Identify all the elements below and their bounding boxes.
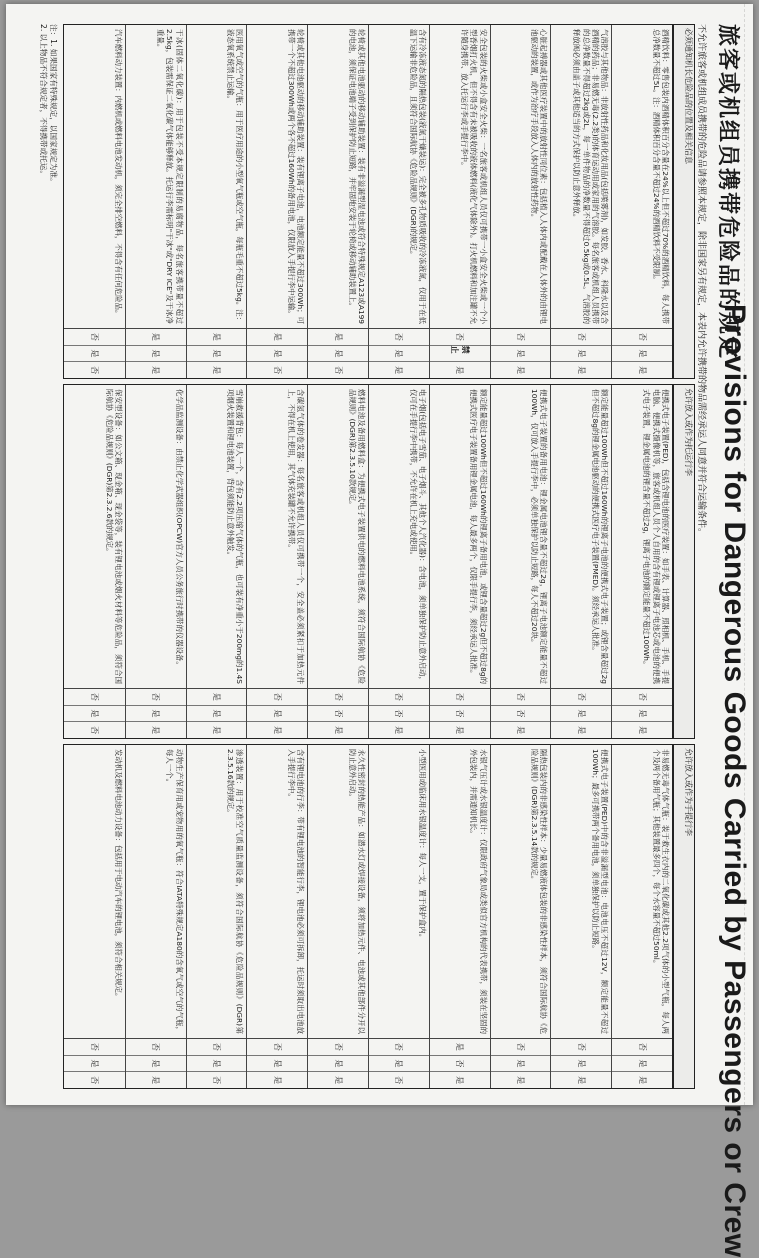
mark-cell: 是 bbox=[187, 345, 247, 362]
mark-cell: 否 bbox=[516, 332, 526, 341]
mark-cell: 是 bbox=[612, 705, 672, 722]
row-text: 永久性密封的热能产品：如潜水灯或焊接设备，须将加热元件、电池或其他部件分开以防止意外启动。 bbox=[347, 749, 367, 1034]
mark-cell: 是 bbox=[187, 721, 247, 738]
row-text: 小型医用或临床用水银温度计：每人一支，置于保护盒内。 bbox=[417, 749, 427, 942]
row-marks bbox=[369, 328, 429, 378]
row-marks bbox=[308, 328, 368, 378]
table-row bbox=[125, 385, 186, 738]
mark-cell: 是 bbox=[247, 345, 307, 362]
section-3 bbox=[63, 744, 673, 1089]
mark-cell: 是 bbox=[430, 1071, 490, 1088]
mark-cell: 是 bbox=[212, 332, 222, 341]
mark-cell: 是 bbox=[491, 1055, 551, 1072]
section-1 bbox=[63, 24, 673, 379]
table-row bbox=[125, 25, 186, 378]
table-row bbox=[246, 25, 307, 378]
table-row bbox=[307, 745, 368, 1088]
table-row bbox=[429, 745, 490, 1088]
mark-cell: 是 bbox=[551, 721, 611, 738]
row-text: 便携式电子装置的备用电池：锂金属电池锂含量不超过2g，锂离子电池额定能量不超过100Wh，仅可放入手提行李中，必须单独保护以防止短路，每人不超过20块。 bbox=[530, 389, 549, 684]
mark-cell: 否 bbox=[212, 1042, 222, 1051]
row-text: 额定能量超过100Wh但不超过160Wh的锂离子电池的便携式电子装置；或锂含量超过2g但不超过8g的锂金属电池驱动的便携式医疗电子装置(PMED)。须经承运人批准。 bbox=[590, 389, 610, 684]
row-marks bbox=[64, 688, 125, 738]
mark-cell: 否 bbox=[151, 692, 161, 701]
mark-cell: 是 bbox=[308, 1071, 368, 1088]
mark-cell: 是 bbox=[151, 332, 161, 341]
row-marks bbox=[430, 688, 490, 738]
row-text: 动物生产保育用或宠物用的氧气瓶：符合IATA特殊规定A180的含氧气或空气的气瓶，每人一个。 bbox=[165, 749, 184, 1034]
mark-cell: 否 bbox=[369, 705, 429, 722]
table-row bbox=[550, 385, 611, 738]
table-row bbox=[307, 25, 368, 378]
table-row bbox=[611, 25, 672, 378]
row-marks bbox=[491, 328, 551, 378]
mark-cell: 是 bbox=[247, 1071, 307, 1088]
row-marks bbox=[551, 328, 611, 378]
table-row bbox=[611, 745, 672, 1088]
mark-cell: 否 bbox=[272, 692, 282, 701]
row-text: 电子烟(包括电子雪茄、电子烟斗、其他个人汽化器)：含电池，须单独保护防止意外启动，仅可在手提行李中携带，不允许在机上充电或使用。 bbox=[408, 389, 427, 684]
row-text: 保安型设备：如公文箱、现金箱、现金袋等，装有锂电池或烟火材料等危险品，须符合国际航协《危险品规则》(DGR)第2.3.2.6款的规定。 bbox=[104, 389, 123, 684]
row-marks bbox=[430, 1038, 490, 1088]
mark-cell: 是 bbox=[126, 361, 186, 378]
mark-cell: 否 bbox=[637, 332, 647, 341]
table-row bbox=[64, 25, 125, 378]
notes bbox=[38, 24, 58, 379]
table-row bbox=[368, 25, 429, 378]
row-text: 渗透装置：用于校准空气质量监测设备，须符合国际航协《危险品规则》(DGR)第2.3.5.16款的规定。 bbox=[226, 749, 245, 1034]
row-marks bbox=[187, 328, 247, 378]
mark-cell: 否 bbox=[272, 1042, 282, 1051]
mark-cell: 否 bbox=[576, 692, 586, 701]
mark-cell: 否 bbox=[394, 692, 404, 701]
mark-cell: 是 bbox=[551, 705, 611, 722]
mark-cell: 是 bbox=[187, 705, 247, 722]
row-marks bbox=[612, 688, 672, 738]
mark-cell: 是 bbox=[212, 692, 222, 701]
row-marks bbox=[369, 1038, 429, 1088]
mark-cell: 否 bbox=[151, 1042, 161, 1051]
mark-cell: 是 bbox=[126, 1055, 186, 1072]
row-text: 非易燃无毒气体气瓶：装于救生衣内的二氧化碳或其他2.2项气体的小型气瓶，每人两个及两个备用气瓶；其他装置最多四个，每个水容量不超过50ml。 bbox=[651, 749, 670, 1034]
document-page bbox=[6, 4, 753, 1258]
mark-cell: 是 bbox=[272, 332, 282, 341]
column-header-left: 必须通知机长危险品的位置及相关信息 bbox=[673, 24, 695, 379]
row-marks bbox=[612, 328, 672, 378]
table-row bbox=[429, 25, 490, 378]
mark-cell: 是 bbox=[308, 721, 368, 738]
mark-cell: 否 bbox=[89, 692, 99, 701]
title-chinese: 旅客或机组员携带危险品的规定 bbox=[715, 24, 740, 361]
row-marks bbox=[126, 688, 186, 738]
table-row bbox=[611, 385, 672, 738]
note-1: 注：1. 如果国家有特殊规定，以国家规定为准。 bbox=[49, 24, 58, 186]
title-english: Provisions for Dangerous Goods Carried by Passengers or Crew bbox=[718, 304, 751, 1258]
mark-cell: 是 bbox=[430, 721, 490, 738]
mark-cell: 否 bbox=[333, 1042, 343, 1051]
mark-cell: 否 bbox=[576, 332, 586, 341]
row-text: 轮椅或其他电池驱动的移动辅助装置：装有锂离子电池，电池额定能量不超过300Wh；可携带一个不超过300Wh或两个各不超过160Wh的备用电池，仅限放入手提行李中运输。 bbox=[286, 29, 306, 324]
mark-cell: 是 bbox=[333, 332, 343, 341]
row-marks bbox=[247, 688, 307, 738]
mark-cell: 否 bbox=[394, 332, 404, 341]
table-row bbox=[186, 385, 247, 738]
row-marks bbox=[187, 1038, 247, 1088]
row-text: 酒精饮料：零售包装内酒精体积百分含量在24%以上但不超过70%的酒精饮料，每人携带总净数量不超过5L。注：酒精体积百分含量不超过24%的酒精饮料不受限制。 bbox=[651, 29, 670, 324]
mark-cell: 是 bbox=[64, 345, 125, 362]
mark-cell: 是 bbox=[369, 345, 429, 362]
table-row bbox=[550, 25, 611, 378]
mark-cell: 否 bbox=[308, 705, 368, 722]
row-text: 化学品监测设备：由禁止化学武器组织(OPCW)官方人员公务旅行时携带的仪器设备。 bbox=[174, 389, 184, 669]
mark-cell: 否 bbox=[455, 332, 465, 341]
mark-cell: 是 bbox=[187, 1055, 247, 1072]
mark-cell: 是 bbox=[369, 721, 429, 738]
mark-cell: 是 bbox=[126, 705, 186, 722]
mark-cell: 是 bbox=[455, 1042, 465, 1051]
mark-cell: 是 bbox=[369, 361, 429, 378]
mark-cell: 是 bbox=[126, 1071, 186, 1088]
mark-cell: 否 bbox=[308, 361, 368, 378]
table-row bbox=[368, 745, 429, 1088]
mark-cell: 否 bbox=[637, 692, 647, 701]
mark-cell: 否 bbox=[430, 1055, 490, 1072]
row-text: 医用氧气或空气的气瓶：用于医疗用途的小型氧气瓶或空气瓶，每瓶毛重不超过5kg。注：液态氧系统禁止运输。 bbox=[226, 29, 245, 324]
mark-cell: 是 bbox=[430, 361, 490, 378]
row-text: 发动机及燃料电池动力设备：包括用于电动汽车的锂电池，须符合相关规定。 bbox=[113, 749, 123, 1001]
mark-cell: 否 bbox=[64, 721, 125, 738]
table-row bbox=[490, 25, 551, 378]
row-text: 水银气压计或水银温度计：仅限政府气象局或类似官方机构的代表携带，须装在坚固的外包装内，并需通知机长。 bbox=[469, 749, 488, 1034]
mark-cell: 否 bbox=[64, 361, 125, 378]
row-text: 额定能量超过100Wh但不超过160Wh的锂离子备用电池，或锂含量超过2g但不超过8g的便携式医疗电子装置备用锂金属电池，每人最多两个，仅限手提行李，须经承运人批准。 bbox=[469, 389, 488, 684]
row-marks bbox=[551, 1038, 611, 1088]
mark-cell: 是 bbox=[551, 1055, 611, 1072]
mark-cell: 否 bbox=[187, 1071, 247, 1088]
table-row bbox=[64, 385, 125, 738]
mark-cell: 是 bbox=[126, 345, 186, 362]
mark-cell: 是 bbox=[491, 361, 551, 378]
mark-cell: 是 bbox=[612, 721, 672, 738]
mark-cell: 是 bbox=[247, 721, 307, 738]
table-row bbox=[307, 385, 368, 738]
mark-cell: 是 bbox=[64, 1055, 125, 1072]
table-row bbox=[186, 25, 247, 378]
mark-cell: 否 bbox=[430, 705, 490, 722]
mark-cell: 是 bbox=[612, 1055, 672, 1072]
row-text: 燃料电池及备用燃料盒：为便携式电子装置供电的燃料电池系统，须符合国际航协《危险品规则》(DGR)第2.3.5.10款规定。 bbox=[347, 389, 367, 684]
row-marks bbox=[612, 1038, 672, 1088]
table-row bbox=[490, 745, 551, 1088]
mark-cell: 是 bbox=[612, 361, 672, 378]
row-text: 干冰(固体二氧化碳)：用于包装不受本规定限制的易腐物品，每名旅客携带量不超过2.5kg，包装需保证二氧化碳气体能够释放。托运行李需标明"干冰"或"DRY ICE"及干冰净重量。 bbox=[156, 29, 184, 324]
mark-cell: 否 bbox=[89, 1042, 99, 1051]
mark-cell: 是 bbox=[308, 1055, 368, 1072]
mark-cell: 是 bbox=[491, 721, 551, 738]
mark-cell: 否 bbox=[369, 1071, 429, 1088]
row-text: 便携式电子装置(PED)中的含非溢漏型电池：电池电压不超过12V，额定能量不超过100Wh；最多可携带两个备用电池，须单独保护以防止短路。 bbox=[590, 749, 610, 1034]
row-marks bbox=[64, 328, 125, 378]
row-marks bbox=[64, 1038, 125, 1088]
mark-cell: 是 bbox=[64, 705, 125, 722]
mark-cell: 否 bbox=[516, 692, 526, 701]
mark-cell: 是 bbox=[612, 345, 672, 362]
mark-cell: 是 bbox=[551, 345, 611, 362]
row-text: 便携式电子装置(PED)，包括含锂电池的医疗装置：如手表、计算器、照相机、手机、手提电脑、便携式摄像机等，旅客或机组人员个人自用的含有锂或锂离子电池芯或电池的便携式电子装置，锂金属电池的锂含量不超过2g，锂离子电池的额定能量不超过100Wh。 bbox=[642, 389, 670, 684]
rotated-document bbox=[6, 4, 753, 1258]
mark-cell: 否 bbox=[64, 1071, 125, 1088]
row-text: 雪崩救援背包：每人一个，含有2.2项压缩气体的气瓶，也可装有净重小于200mg的1.4S项烟火装置和锂电池装置，背包须能防止意外触发。 bbox=[226, 389, 245, 684]
row-text: 轮椅或其他电池驱动的移动辅助装置：装有非溢漏型湿电池或符合特殊规定A123或A199的电池，须保证电池端子受到保护防止短路，并牢固地安装于轮椅或移动辅助装置上。 bbox=[347, 29, 367, 324]
mark-cell: 否 bbox=[247, 361, 307, 378]
row-text: 含有冷冻液态氮的隔热包装(液氮干燥装运)：完全被多孔物质吸收的冷冻液氮，仅用于在低温下运输非危险品，且须符合国际航协《危险品规则》(DGR)的规定。 bbox=[408, 29, 427, 324]
row-marks bbox=[247, 328, 307, 378]
section-2 bbox=[63, 384, 673, 739]
row-marks bbox=[430, 328, 490, 378]
mark-cell: 是 bbox=[247, 1055, 307, 1072]
row-text: 气溶胶与其他物品：非放射性药品和化妆用品(包括喷雾剂)，如发胶、香水、科隆水以及含酒精的药品；非易燃无毒(2.2类)的体育运动用或家用的气溶胶。每名旅客或机组人员携带的总净数量不得超过2kg或2L，每一单件物品的净数量不得超过0.5kg或0.5L。气溶胶的释放阀必须由盖子或其他适当的方式保护以防止意外释放。 bbox=[572, 29, 610, 324]
row-marks bbox=[126, 1038, 186, 1088]
table-row bbox=[246, 745, 307, 1088]
mark-cell: 否 bbox=[394, 1042, 404, 1051]
mark-cell: 否 bbox=[333, 692, 343, 701]
row-text: 心脏起搏器或其他医疗装置中的放射性同位素：包括植入人体内或配戴在人体外的由锂电池驱动的装置，或作为治疗手段放入人体内的放射性药物。 bbox=[530, 29, 549, 324]
mark-cell: 是 bbox=[308, 345, 368, 362]
table-row bbox=[246, 385, 307, 738]
mark-cell: 否 bbox=[516, 1042, 526, 1051]
table-row bbox=[64, 745, 125, 1088]
row-marks bbox=[491, 1038, 551, 1088]
row-text: 隔热包装内的非感染性样本：少量易燃液体包装的非感染性样本，须符合国际航协《危险品规则》(DGR)第2.3.5.14款的规定。 bbox=[530, 749, 549, 1034]
mark-cell: 否 bbox=[455, 692, 465, 701]
mark-cell: 是 bbox=[126, 721, 186, 738]
row-marks bbox=[187, 688, 247, 738]
table-row bbox=[550, 745, 611, 1088]
row-text: 汽车燃料动力装置：内燃机或燃料电池发动机，须完全排空燃料，不得含有任何危险品。 bbox=[113, 29, 123, 318]
mark-cell: 否 bbox=[491, 705, 551, 722]
row-text: 安全包装的火柴或小盒安全火柴：一名旅客或机组人员仅可携带一小盒安全火柴或一个小型香烟打火机，但不得含有未被吸收的液体燃料(液化气体除外)。打火机燃料和加注罐不允许随身携带、放入托运行李或手提行李中。 bbox=[460, 29, 488, 324]
mark-cell: 否 bbox=[637, 1042, 647, 1051]
column-header-mid: 允许放入或作为托运行李 bbox=[673, 384, 695, 739]
table-row bbox=[125, 745, 186, 1088]
mark-cell: 是 bbox=[551, 1071, 611, 1088]
table-row bbox=[368, 385, 429, 738]
mark-cell: 是 bbox=[612, 1071, 672, 1088]
row-marks bbox=[308, 1038, 368, 1088]
column-header-right: 允许放入或作为手提行李 bbox=[673, 744, 695, 1089]
mark-cell: 是 bbox=[491, 345, 551, 362]
table-row bbox=[490, 385, 551, 738]
mark-cell: 是 bbox=[247, 705, 307, 722]
mark-cell: 否 bbox=[89, 332, 99, 341]
mark-cell: 否 bbox=[576, 1042, 586, 1051]
row-marks bbox=[551, 688, 611, 738]
row-marks bbox=[247, 1038, 307, 1088]
note-2: 2. 以上物品不符合规定者，不得携带或托运。 bbox=[39, 24, 48, 178]
row-marks bbox=[126, 328, 186, 378]
row-text: 含碳氢气体的卷发器：每名旅客或机组人员仅可携带一个，安全盖必须紧扣于加热元件上，不得在机上使用，其气体充装罐不允许携带。 bbox=[286, 389, 306, 684]
row-marks bbox=[491, 688, 551, 738]
table-row bbox=[186, 745, 247, 1088]
subtitle: 不允许旅客或机组成员携带的危险品请参照本规定，除非国家另有规定，本表内允许携带的物品需经承运人同意并符合运输条件。 bbox=[696, 24, 706, 538]
table-row bbox=[429, 385, 490, 738]
mark-cell: 禁止 bbox=[430, 345, 490, 362]
row-marks bbox=[308, 688, 368, 738]
row-marks bbox=[369, 688, 429, 738]
mark-cell: 是 bbox=[187, 361, 247, 378]
mark-cell: 是 bbox=[551, 361, 611, 378]
mark-cell: 是 bbox=[369, 1055, 429, 1072]
mark-cell: 是 bbox=[491, 1071, 551, 1088]
row-text: 含有锂电池的行李：带有锂电池的智能行李，锂电池必须可拆卸，托运时须取出电池放入手提行李中。 bbox=[286, 749, 306, 1034]
